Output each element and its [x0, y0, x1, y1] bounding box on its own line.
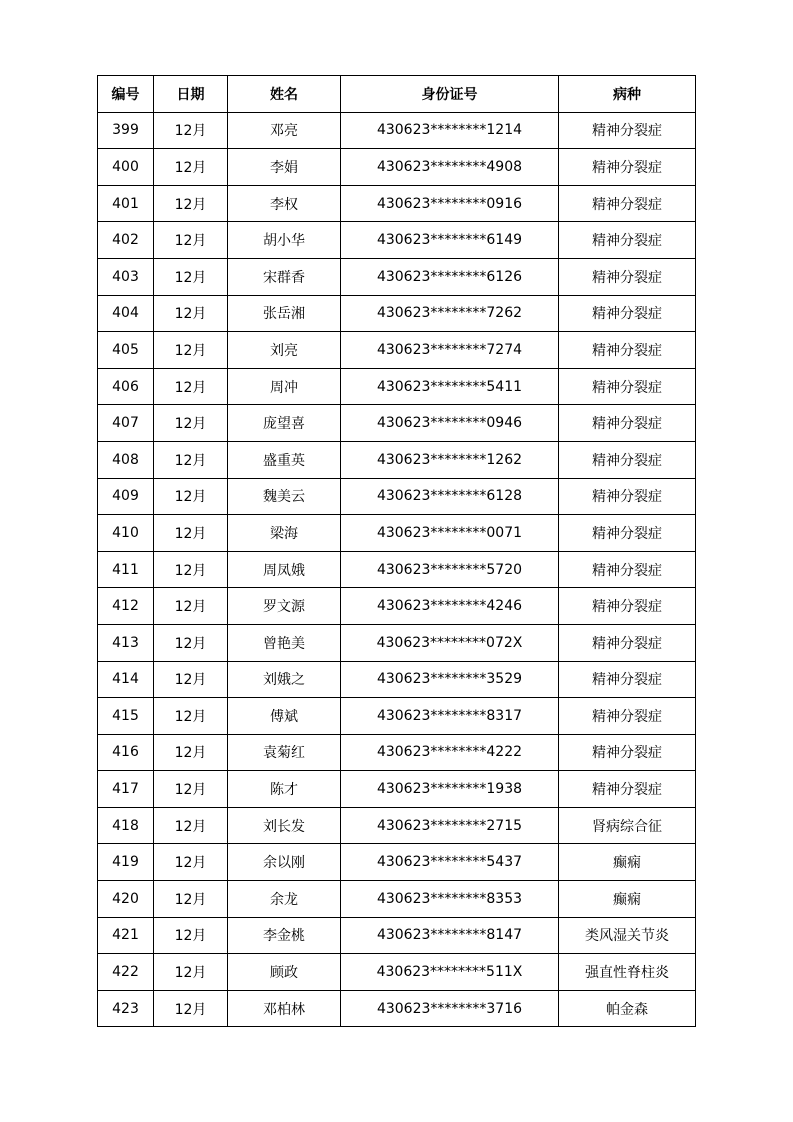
cell-id-number: 430623********0916	[341, 185, 559, 222]
cell-date: 12月	[154, 551, 228, 588]
cell-name: 曾艳美	[228, 624, 341, 661]
cell-id-number: 430623********6126	[341, 258, 559, 295]
cell-date: 12月	[154, 734, 228, 771]
cell-disease: 强直性脊柱炎	[559, 954, 696, 991]
table-row	[98, 478, 696, 515]
table-row	[98, 332, 696, 369]
cell-id-number: 430623********5437	[341, 844, 559, 881]
table-row	[98, 149, 696, 186]
cell-name: 李权	[228, 185, 341, 222]
cell-id-number: 430623********8147	[341, 917, 559, 954]
cell-name: 盛重英	[228, 441, 341, 478]
cell-name: 刘长发	[228, 807, 341, 844]
cell-id-number: 430623********4908	[341, 149, 559, 186]
cell-date: 12月	[154, 222, 228, 259]
cell-date: 12月	[154, 368, 228, 405]
cell-name: 袁菊红	[228, 734, 341, 771]
cell-id-number: 430623********1938	[341, 771, 559, 808]
table-row	[98, 551, 696, 588]
cell-name: 邓亮	[228, 112, 341, 149]
cell-disease: 精神分裂症	[559, 551, 696, 588]
cell-number: 412	[98, 588, 154, 625]
cell-id-number: 430623********5720	[341, 551, 559, 588]
cell-number: 421	[98, 917, 154, 954]
cell-id-number: 430623********6149	[341, 222, 559, 259]
cell-number: 405	[98, 332, 154, 369]
cell-id-number: 430623********072X	[341, 624, 559, 661]
cell-id-number: 430623********6128	[341, 478, 559, 515]
cell-name: 傅斌	[228, 698, 341, 735]
cell-disease: 精神分裂症	[559, 734, 696, 771]
cell-number: 422	[98, 954, 154, 991]
cell-id-number: 430623********8353	[341, 881, 559, 918]
cell-date: 12月	[154, 112, 228, 149]
cell-date: 12月	[154, 149, 228, 186]
cell-date: 12月	[154, 441, 228, 478]
cell-name: 邓柏林	[228, 990, 341, 1027]
table-row	[98, 698, 696, 735]
cell-date: 12月	[154, 515, 228, 552]
cell-disease: 精神分裂症	[559, 661, 696, 698]
table-row	[98, 185, 696, 222]
cell-date: 12月	[154, 185, 228, 222]
cell-number: 406	[98, 368, 154, 405]
cell-disease: 类风湿关节炎	[559, 917, 696, 954]
cell-disease: 精神分裂症	[559, 295, 696, 332]
cell-name: 张岳湘	[228, 295, 341, 332]
cell-name: 顾政	[228, 954, 341, 991]
cell-name: 魏美云	[228, 478, 341, 515]
cell-disease: 癫痫	[559, 844, 696, 881]
table-row	[98, 368, 696, 405]
cell-id-number: 430623********4246	[341, 588, 559, 625]
cell-disease: 精神分裂症	[559, 222, 696, 259]
cell-id-number: 430623********1262	[341, 441, 559, 478]
table-body	[98, 112, 696, 1027]
table-row	[98, 807, 696, 844]
header-date: 日期	[154, 76, 228, 113]
cell-disease: 精神分裂症	[559, 478, 696, 515]
cell-number: 415	[98, 698, 154, 735]
cell-number: 402	[98, 222, 154, 259]
cell-disease: 肾病综合征	[559, 807, 696, 844]
cell-id-number: 430623********7274	[341, 332, 559, 369]
cell-disease: 精神分裂症	[559, 368, 696, 405]
cell-date: 12月	[154, 332, 228, 369]
records-table	[97, 75, 696, 1027]
table-row	[98, 771, 696, 808]
cell-name: 周凤娥	[228, 551, 341, 588]
cell-date: 12月	[154, 698, 228, 735]
header-row	[98, 76, 696, 113]
cell-date: 12月	[154, 588, 228, 625]
table-row	[98, 624, 696, 661]
table-row	[98, 881, 696, 918]
cell-disease: 精神分裂症	[559, 405, 696, 442]
cell-date: 12月	[154, 258, 228, 295]
cell-date: 12月	[154, 881, 228, 918]
cell-number: 408	[98, 441, 154, 478]
table-row	[98, 954, 696, 991]
cell-id-number: 430623********8317	[341, 698, 559, 735]
cell-disease: 精神分裂症	[559, 588, 696, 625]
header-disease: 病种	[559, 76, 696, 113]
cell-id-number: 430623********0071	[341, 515, 559, 552]
cell-disease: 精神分裂症	[559, 515, 696, 552]
header-name: 姓名	[228, 76, 341, 113]
cell-number: 403	[98, 258, 154, 295]
cell-disease: 精神分裂症	[559, 771, 696, 808]
table-row	[98, 844, 696, 881]
cell-number: 401	[98, 185, 154, 222]
table-header	[98, 76, 696, 113]
cell-id-number: 430623********3529	[341, 661, 559, 698]
cell-disease: 帕金森	[559, 990, 696, 1027]
cell-name: 梁海	[228, 515, 341, 552]
cell-id-number: 430623********3716	[341, 990, 559, 1027]
cell-name: 罗文源	[228, 588, 341, 625]
cell-disease: 精神分裂症	[559, 698, 696, 735]
cell-number: 423	[98, 990, 154, 1027]
table-row	[98, 441, 696, 478]
cell-name: 李娟	[228, 149, 341, 186]
cell-number: 409	[98, 478, 154, 515]
cell-name: 庞望喜	[228, 405, 341, 442]
header-id-number: 身份证号	[341, 76, 559, 113]
header-number: 编号	[98, 76, 154, 113]
cell-name: 余龙	[228, 881, 341, 918]
cell-date: 12月	[154, 844, 228, 881]
cell-date: 12月	[154, 807, 228, 844]
cell-date: 12月	[154, 295, 228, 332]
cell-number: 400	[98, 149, 154, 186]
cell-id-number: 430623********5411	[341, 368, 559, 405]
table-row	[98, 258, 696, 295]
cell-disease: 精神分裂症	[559, 258, 696, 295]
cell-number: 420	[98, 881, 154, 918]
cell-number: 399	[98, 112, 154, 149]
table-row	[98, 515, 696, 552]
table-row	[98, 295, 696, 332]
table-row	[98, 661, 696, 698]
cell-name: 周冲	[228, 368, 341, 405]
cell-number: 413	[98, 624, 154, 661]
table-row	[98, 405, 696, 442]
cell-disease: 精神分裂症	[559, 624, 696, 661]
cell-disease: 精神分裂症	[559, 112, 696, 149]
cell-name: 陈才	[228, 771, 341, 808]
cell-id-number: 430623********1214	[341, 112, 559, 149]
cell-date: 12月	[154, 917, 228, 954]
cell-name: 宋群香	[228, 258, 341, 295]
cell-number: 411	[98, 551, 154, 588]
cell-number: 417	[98, 771, 154, 808]
cell-date: 12月	[154, 771, 228, 808]
cell-id-number: 430623********4222	[341, 734, 559, 771]
cell-date: 12月	[154, 478, 228, 515]
cell-date: 12月	[154, 990, 228, 1027]
table-row	[98, 112, 696, 149]
cell-date: 12月	[154, 624, 228, 661]
cell-date: 12月	[154, 405, 228, 442]
cell-number: 414	[98, 661, 154, 698]
cell-disease: 精神分裂症	[559, 332, 696, 369]
cell-number: 419	[98, 844, 154, 881]
cell-disease: 癫痫	[559, 881, 696, 918]
cell-number: 416	[98, 734, 154, 771]
table-row	[98, 734, 696, 771]
table-row	[98, 917, 696, 954]
cell-date: 12月	[154, 954, 228, 991]
cell-name: 刘亮	[228, 332, 341, 369]
cell-name: 胡小华	[228, 222, 341, 259]
cell-number: 404	[98, 295, 154, 332]
cell-name: 李金桃	[228, 917, 341, 954]
cell-id-number: 430623********0946	[341, 405, 559, 442]
cell-date: 12月	[154, 661, 228, 698]
cell-id-number: 430623********2715	[341, 807, 559, 844]
table-row	[98, 222, 696, 259]
cell-id-number: 430623********511X	[341, 954, 559, 991]
table-row	[98, 588, 696, 625]
cell-name: 余以刚	[228, 844, 341, 881]
cell-number: 410	[98, 515, 154, 552]
cell-disease: 精神分裂症	[559, 149, 696, 186]
cell-id-number: 430623********7262	[341, 295, 559, 332]
cell-disease: 精神分裂症	[559, 441, 696, 478]
cell-number: 407	[98, 405, 154, 442]
cell-number: 418	[98, 807, 154, 844]
cell-disease: 精神分裂症	[559, 185, 696, 222]
cell-name: 刘娥之	[228, 661, 341, 698]
table-row	[98, 990, 696, 1027]
